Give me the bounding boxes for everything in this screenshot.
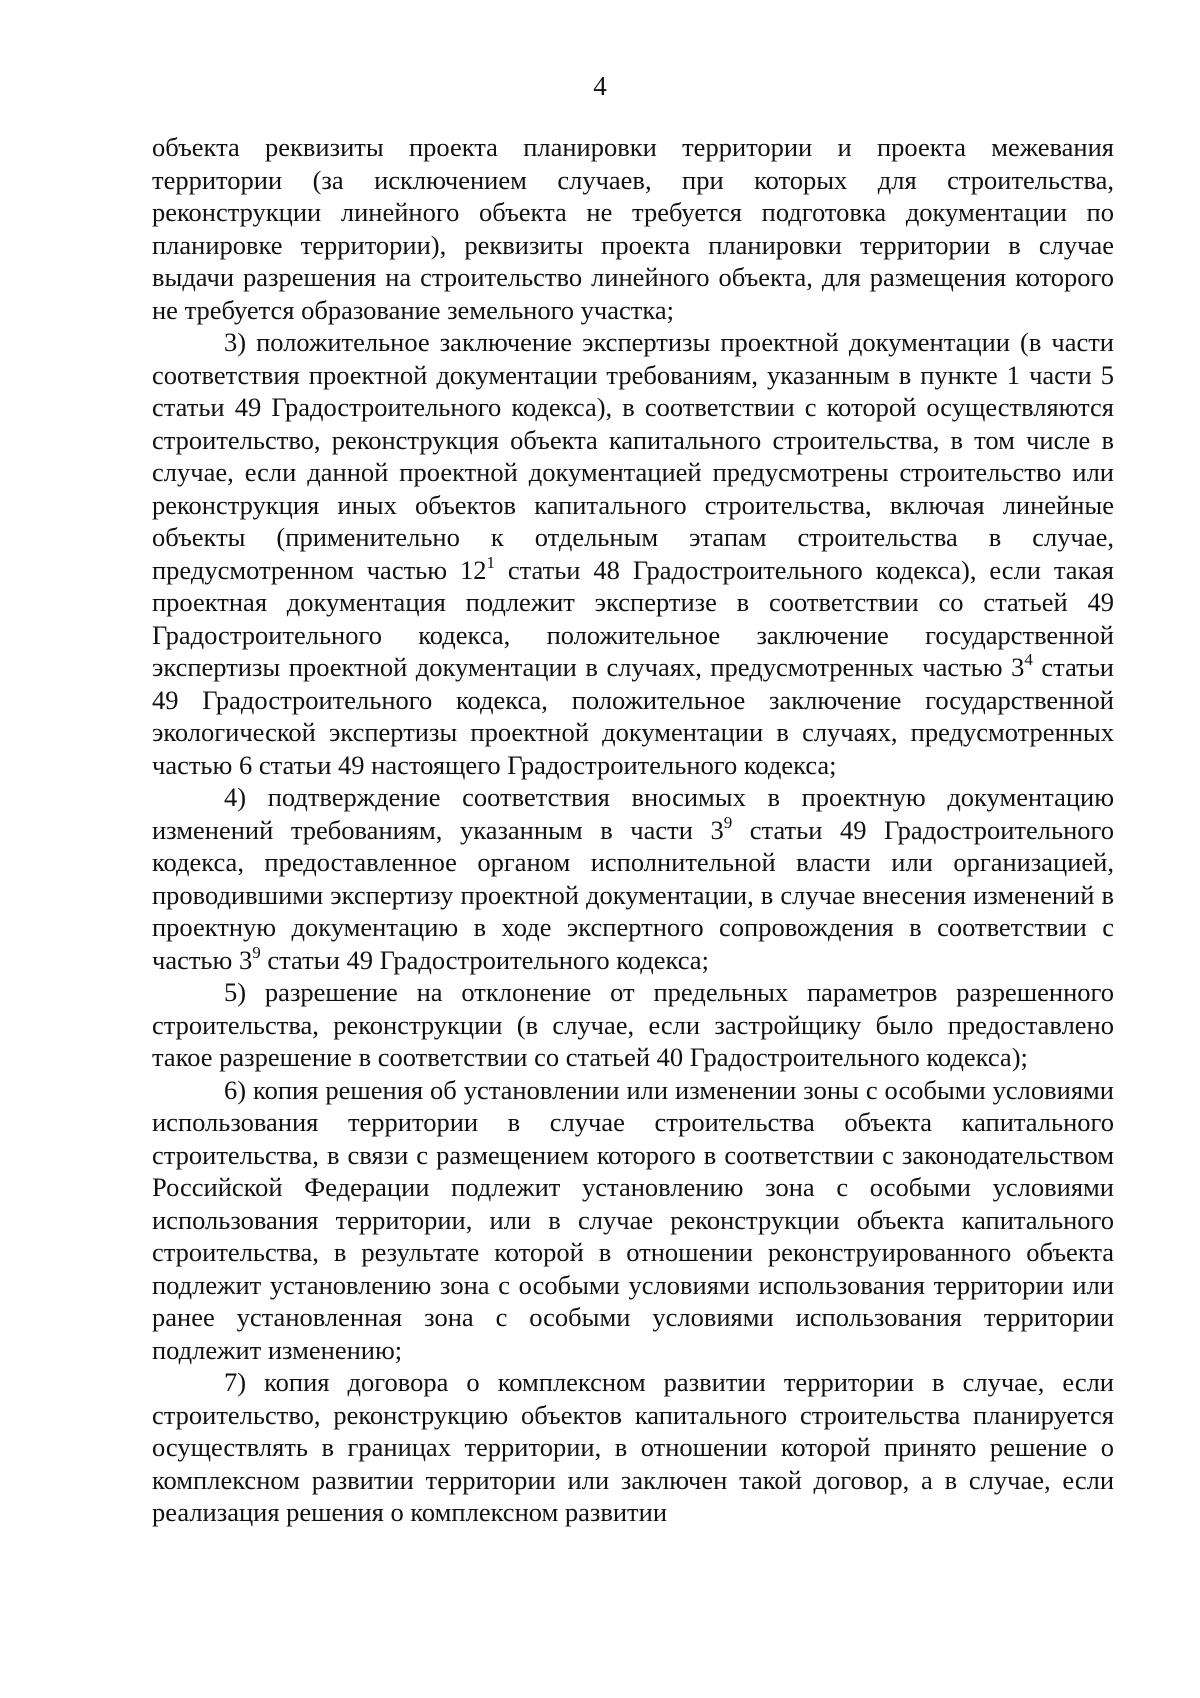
text-run: 3) положительное заключение экспертизы проектной документации (в части соответствия проектной документации требованиям, указанным в пункте 1 части 5 статьи 49 Градостроительного кодекса), в соответствии с которой осуществляются строительство, реконструкция объекта капитального строительства, в том числе в случае, если данной проектной документацией предусмотрены строительство или реконструкция иных объектов капитального строительства, включая линейные объекты (применительно к отдельным этапам строительства в случае, предусмотренном частью 12 (152, 327, 1114, 585)
paragraph-item-3 (152, 326, 1114, 781)
text-run: статьи 49 Градостроительного кодекса; (260, 944, 709, 975)
superscript: 9 (252, 942, 261, 962)
superscript: 1 (486, 552, 495, 572)
page-number: 4 (593, 71, 607, 101)
paragraph-continuation (152, 131, 1114, 326)
text-run: 4) подтверждение соответствия вносимых в проектную документацию изменений требованиям, указанным в части 3 (152, 782, 1114, 845)
paragraph-item-5 (152, 976, 1114, 1074)
text-run: 6) копия решения об установлении или изменении зоны с особыми условиями использования территории в случае строительства объекта капитального строительства, в связи с размещением которого в соответствии с законодательством Российской Федерации подлежит установлению зона с особыми условиями использования территории, или в случае реконструкции объекта капитального строительства, в результате которой в отношении реконструированного объекта подлежит установлению зона с особыми условиями использования территории или ранее установленная зона с особыми условиями использования территории подлежит изменению; (152, 1074, 1114, 1365)
paragraph-item-4 (152, 781, 1114, 976)
text-run: 7) копия договора о комплексном развитии территории в случае, если строительство, реконструкцию объектов капитального строительства планируется осуществлять в границах территории, в отношении которой принято решение о комплексном развитии территории или заключен такой договор, а в случае, если реализация решения о комплексном развитии (152, 1367, 1114, 1527)
text-run: статьи 48 Градостроительного кодекса), если такая проектная документация подлежит экспертизе в соответствии со статьей 49 Градостроительного кодекса, положительное заключение государственной экспертизы проектной документации в случаях, предусмотренных частью 3 (152, 554, 1114, 682)
text-run: статьи 49 Градостроительного кодекса, положительное заключение государственной экологической экспертизы проектной документации в случаях, предусмотренных частью 6 статьи 49 настоящего Градостроительного кодекса; (152, 652, 1114, 780)
paragraph-item-7 (152, 1366, 1114, 1529)
text-run: статьи 49 Градостроительного кодекса, предоставленное органом исполнительной власти или организацией, проводившими экспертизу проектной документации, в случае внесения изменений в проектную документацию в ходе экспертного сопровождения в соответствии с частью 3 (152, 814, 1114, 975)
text-run: 5) разрешение на отклонение от предельных параметров разрешенного строительства, реконструкции (в случае, если застройщику было предоставлено такое разрешение в соответствии со статьей 40 Градостроительного кодекса); (152, 977, 1114, 1072)
text-run: объекта реквизиты проекта планировки территории и проекта межевания территории (за исключением случаев, при которых для строительства, реконструкции линейного объекта не требуется подготовка документации по планировке территории), реквизиты проекта планировки территории в случае выдачи разрешения на строительство линейного объекта, для размещения которого не требуется образование земельного участка; (152, 132, 1114, 325)
document-body (152, 131, 1114, 1529)
superscript: 4 (1024, 650, 1033, 669)
superscript: 9 (723, 812, 733, 832)
paragraph-item-6 (152, 1074, 1114, 1367)
